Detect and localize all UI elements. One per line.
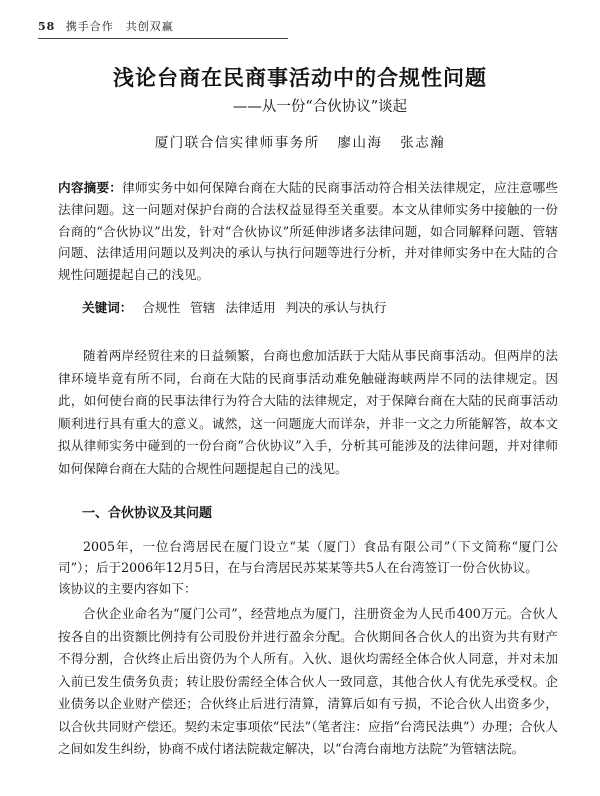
article-title: 浅论台商在民商事活动中的合规性问题 (113, 65, 487, 90)
author-name: 张志瀚 (400, 135, 446, 151)
intro-paragraph: 随着两岸经贸往来的日益频繁，台商也愈加活跃于大陆从事民商事活动。但两岸的法律环境毕竟有所不同，台商在大陆的民商事活动难免触碰海峡两岸不同的法律规定。因此，如何使台商的民事法律行为符合大陆的法律规定，对于保障台商在大陆的民商事活动顺利进行具有重大的意义。诚然，这一问题庞大而详杂，并非一文之力所能解答，故本文拟从律师实务中碰到的一份台商“合伙协议”入手，分析其可能涉及的法律问题，并对律师如何保障台商在大陆的合规性问题提起自己的浅见。 (58, 348, 558, 476)
keyword: 管辖 (190, 300, 216, 315)
body-paragraph: 合伙企业命名为“厦门公司”，经营地点为厦门，注册资金为人民币400万元。合伙人按各自的出资额比例持有公司股份并进行盈余分配。合伙期间各合伙人的出资为共有财产不得分割，合伙终止后出资仍为个人所有。入伙、退伙均需经全体合伙人同意，并对未加入前已发生债务负责；转让股份需经全体合伙人一致同意，其他合伙人有优先承受权。企业债务以企业财产偿还；合伙终止后进行清算，清算后如有亏损，不论合伙人出资多少，以合伙共同财产偿还。契约未定事项依“民法”（笔者注：应指“台湾民法典”）办理；合伙人之间如发生纠纷，协商不成付诸法院裁定解决，以“台湾台南地方法院”为管辖法院。 (58, 606, 558, 756)
affiliation: 厦门联合信实律师事务所 (154, 135, 320, 151)
author-name: 廖山海 (337, 135, 383, 151)
keywords-label: 关键词： (82, 300, 133, 315)
keyword: 法律适用 (225, 300, 276, 315)
article-subtitle: ——从一份“合伙协议”谈起 (232, 99, 408, 115)
keywords (82, 297, 562, 316)
running-header (38, 18, 174, 34)
abstract-label: 内容摘要： (58, 180, 123, 195)
author-line (0, 131, 600, 151)
body-paragraph: 该协议的主要内容如下： (58, 581, 197, 596)
body-paragraph: 2005年，一位台湾居民在厦门设立“某（厦门）食品有限公司”（下文简称“厦门公司”）；后于2006年12月5日，在与台湾居民苏某某等共5人在台湾签订一份合伙协议。 (58, 539, 558, 575)
abstract-text: 律师实务中如何保障台商在大陆的民商事活动符合相关法律规定，应注意哪些法律问题。这一问题对保护台商的合法权益显得至关重要。本文从律师实务中接触的一份台商的“合伙协议”出发，针对“合伙协议”所延伸涉诸多法律问题，如合同解释问题、管辖问题、法律适用问题以及判决的承认与执行问题等进行分析，并对律师实务中在大陆的合规性问题提起自己的浅见。 (58, 180, 559, 283)
journal-title: 携手合作 共创双赢 (65, 20, 174, 33)
page-number: 58 (38, 20, 56, 33)
section-heading: 一、合伙协议及其问题 (82, 506, 213, 521)
keyword: 判决的承认与执行 (285, 300, 387, 315)
abstract (58, 177, 558, 286)
header-rule (38, 38, 288, 39)
keyword: 合规性 (142, 300, 181, 315)
